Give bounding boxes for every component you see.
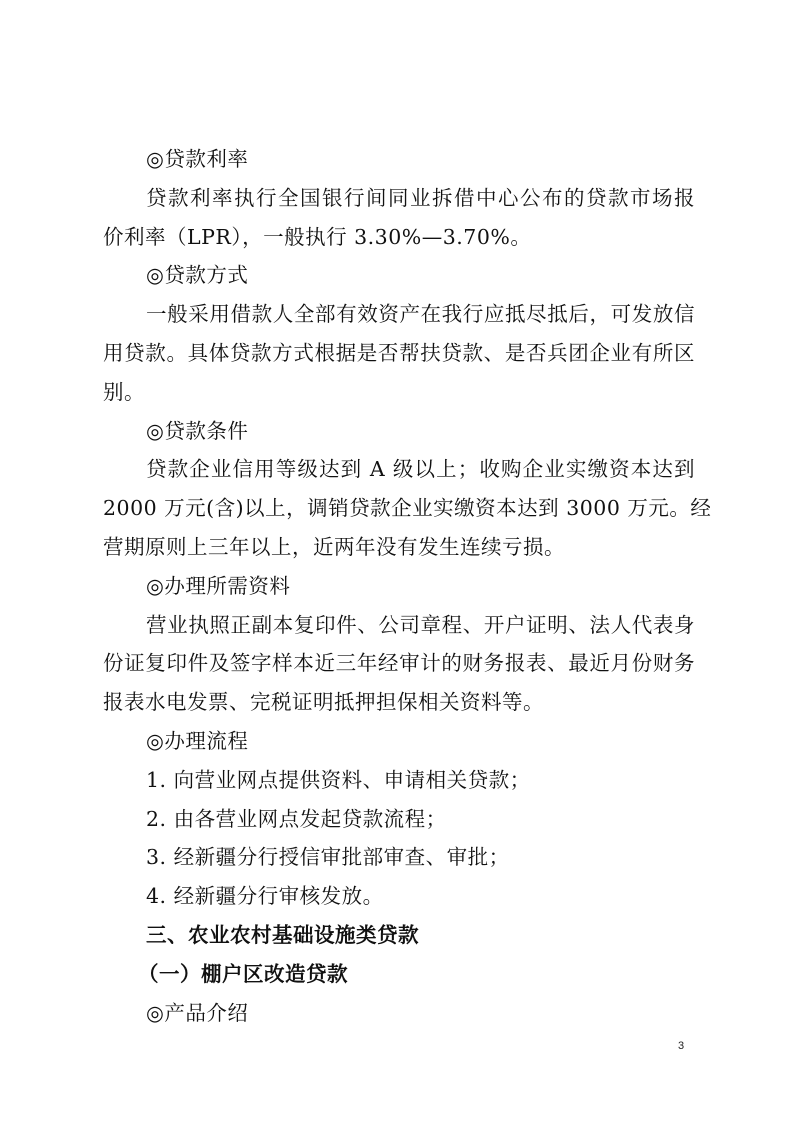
paragraph-line: 份证复印件及签字样本近三年经审计的财务报表、最近月份财务 <box>103 651 695 676</box>
process-step: 4. 经新疆分行审核发放。 <box>146 884 384 909</box>
page-body <box>103 140 712 1032</box>
heading-loan-rate: ◎贷款利率 <box>146 147 249 171</box>
paragraph-line: 营业执照正副本复印件、公司章程、开户证明、法人代表身 <box>146 612 695 637</box>
heading-required-documents: ◎办理所需资料 <box>146 573 291 598</box>
page-number: 3 <box>678 1040 685 1052</box>
paragraph-line: 价利率（LPR），一般执行 3.30%—3.70%。 <box>103 224 532 249</box>
heading-process: ◎办理流程 <box>146 728 249 753</box>
paragraph-line: 贷款利率执行全国银行间同业拆借中心公布的贷款市场报 <box>146 185 695 210</box>
paragraph-line: 营期原则上三年以上，近两年没有发生连续亏损。 <box>103 534 565 559</box>
heading-loan-method: ◎贷款方式 <box>146 263 249 288</box>
process-step: 2. 由各营业网点发起贷款流程； <box>146 806 447 831</box>
process-step: 3. 经新疆分行授信审批部审查、审批； <box>146 845 510 870</box>
heading-loan-conditions: ◎贷款条件 <box>146 418 249 443</box>
process-step: 1. 向营业网点提供资料、申请相关贷款； <box>146 767 531 792</box>
paragraph-line: 一般采用借款人全部有效资产在我行应抵尽抵后，可发放信 <box>146 302 695 327</box>
heading-product-intro: ◎产品介绍 <box>146 1000 249 1025</box>
section-title: 三、农业农村基础设施类贷款 <box>146 922 419 947</box>
paragraph-line: 2000 万元(含)以上，调销贷款企业实缴资本达到 3000 万元。经 <box>103 496 712 521</box>
paragraph-line: 用贷款。具体贷款方式根据是否帮扶贷款、是否兵团企业有所区 <box>103 340 695 365</box>
paragraph-line: 贷款企业信用等级达到 A 级以上；收购企业实缴资本达到 <box>146 457 695 482</box>
subsection-title: （一）棚户区改造贷款 <box>138 961 348 986</box>
paragraph-line: 报表水电发票、完税证明抵押担保相关资料等。 <box>103 690 544 715</box>
paragraph-line: 别。 <box>103 379 145 404</box>
